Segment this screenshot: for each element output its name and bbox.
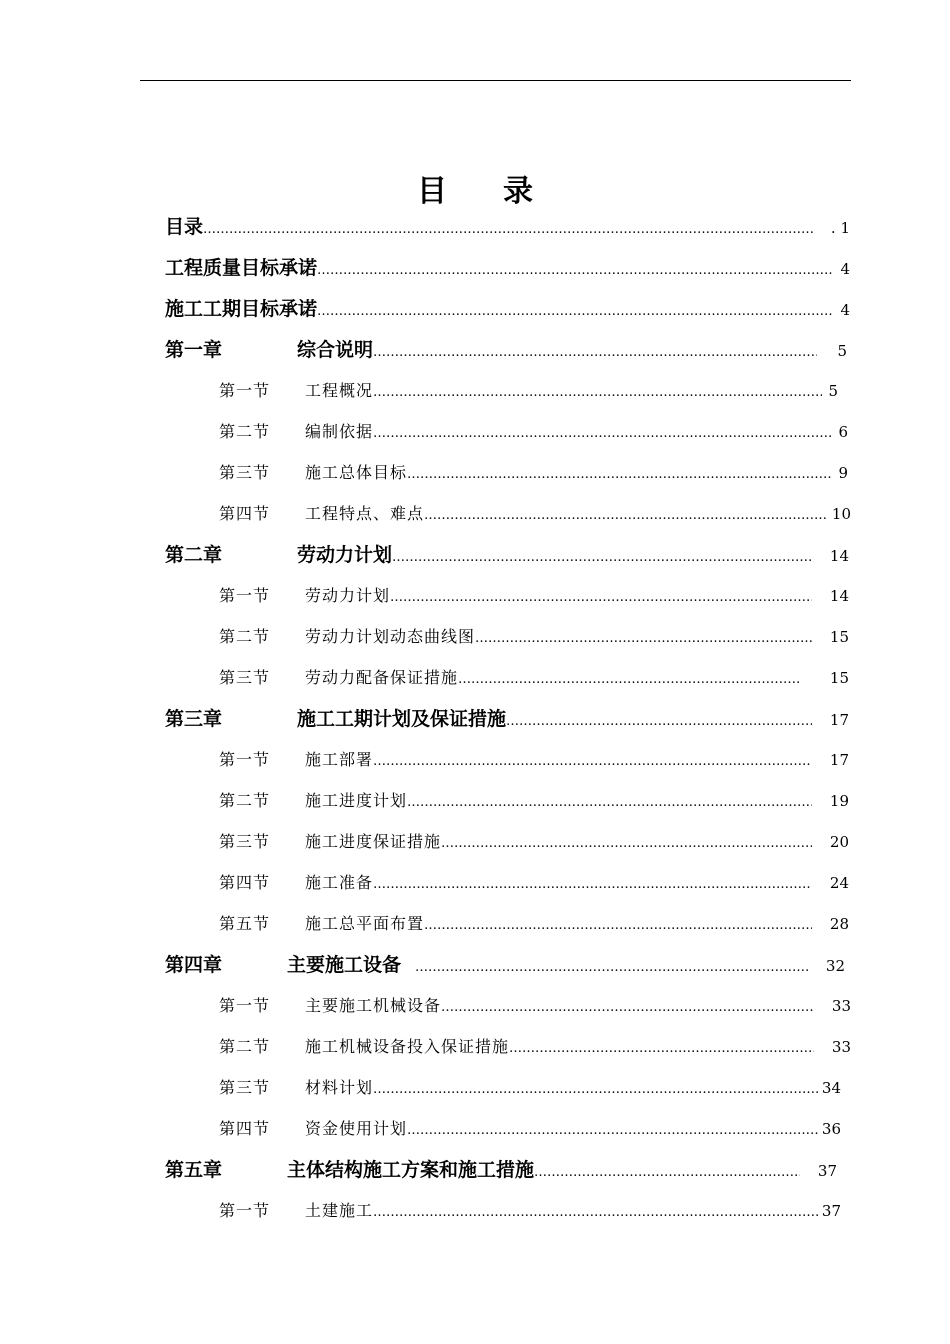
toc-section-page: 28 [829, 915, 849, 933]
toc-entry[interactable] [165, 213, 850, 241]
toc-section-label: 劳动力计划 [305, 586, 391, 605]
toc-leader-dots [317, 298, 834, 323]
toc-leader-dots [373, 379, 822, 405]
toc-section-number: 第二节 [219, 627, 271, 646]
toc-section-page: 10 [831, 505, 851, 523]
toc-chapter[interactable] [165, 541, 849, 569]
toc-section-number: 第三节 [219, 1078, 271, 1097]
toc-chapter-label: 主要施工设备 [287, 954, 402, 976]
toc-entry-page: 4 [840, 260, 850, 278]
toc-leader-dots [373, 339, 817, 364]
toc-section-page: 14 [829, 587, 849, 605]
toc-chapter-page: 37 [817, 1162, 837, 1180]
toc-section[interactable] [219, 1074, 841, 1102]
toc-section-number: 第三节 [219, 463, 271, 482]
toc-chapter-label: 综合说明 [297, 339, 374, 361]
toc-section-label: 施工总体目标 [305, 463, 408, 482]
toc-section-page: 34 [821, 1079, 841, 1097]
toc-section-number: 第一节 [219, 750, 271, 769]
toc-leader-dots [458, 666, 800, 692]
toc-chapter-page: 32 [825, 957, 845, 975]
toc-chapter[interactable] [165, 336, 847, 364]
toc-section[interactable] [219, 582, 849, 610]
toc-leader-dots [506, 708, 812, 733]
toc-section[interactable] [219, 377, 838, 405]
toc-section-page: 37 [821, 1202, 841, 1220]
toc-section-label: 施工机械设备投入保证措施 [305, 1037, 510, 1056]
toc-leader-dots [373, 871, 812, 897]
toc-section[interactable] [219, 1115, 841, 1143]
toc-section-page: 24 [829, 874, 849, 892]
toc-section[interactable] [219, 787, 849, 815]
toc-leader-dots [317, 257, 834, 282]
toc-section-label: 施工准备 [305, 873, 374, 892]
header-rule [140, 80, 851, 81]
toc-section-label: 工程概况 [305, 381, 374, 400]
toc-chapter-page: 5 [837, 342, 847, 360]
toc-chapter-number: 第二章 [165, 544, 223, 566]
toc-section[interactable] [219, 623, 849, 651]
toc-chapter-number: 第三章 [165, 708, 223, 730]
toc-section-number: 第一节 [219, 996, 271, 1015]
toc-section[interactable] [219, 992, 851, 1020]
page-title [0, 166, 950, 210]
toc-section-page: 36 [821, 1120, 841, 1138]
toc-section[interactable] [219, 869, 849, 897]
toc-section[interactable] [219, 1033, 851, 1061]
toc-section-label: 编制依据 [305, 422, 374, 441]
toc-chapter-number: 第一章 [165, 339, 223, 361]
toc-section-page: 20 [829, 833, 849, 851]
toc-section-page: 19 [829, 792, 849, 810]
toc-section-page: 17 [829, 751, 849, 769]
toc-leader-dots [441, 830, 812, 856]
toc-section-label: 施工总平面布置 [305, 914, 425, 933]
toc-section-label: 土建施工 [305, 1201, 374, 1220]
toc-chapter[interactable] [165, 951, 845, 979]
toc-section-label: 施工进度保证措施 [305, 832, 442, 851]
toc-section[interactable] [219, 746, 849, 774]
toc-section-page: 33 [831, 1038, 851, 1056]
toc-leader-dots [392, 544, 812, 569]
toc-section-number: 第二节 [219, 422, 271, 441]
toc-leader-dots [441, 994, 814, 1020]
toc-leader-dots [390, 584, 812, 610]
toc-section-number: 第三节 [219, 668, 271, 687]
toc-section-page: 5 [828, 382, 838, 400]
toc-leader-dots [415, 954, 808, 979]
toc-section[interactable] [219, 418, 848, 446]
toc-leader-dots [509, 1035, 814, 1061]
toc-chapter-label: 主体结构施工方案和施工措施 [287, 1159, 535, 1181]
toc-section-page: 15 [829, 628, 849, 646]
toc-chapter-label: 施工工期计划及保证措施 [297, 708, 507, 730]
toc-section-number: 第二节 [219, 1037, 271, 1056]
toc-section[interactable] [219, 500, 851, 528]
toc-section-number: 第一节 [219, 586, 271, 605]
toc-section-label: 主要施工机械设备 [305, 996, 442, 1015]
toc-leader-dots [424, 912, 812, 938]
toc-section[interactable] [219, 1197, 841, 1225]
toc-chapter[interactable] [165, 705, 849, 733]
toc-leader-dots [407, 461, 832, 487]
toc-leader-dots [373, 420, 832, 446]
toc-leader-dots [373, 1199, 818, 1225]
toc-entry[interactable] [165, 295, 850, 323]
toc-chapter-page: 17 [829, 711, 849, 729]
toc-section[interactable] [219, 664, 849, 692]
toc-entry[interactable] [165, 254, 850, 282]
toc-section-label: 劳动力配备保证措施 [305, 668, 459, 687]
page-title-char-2: 录 [503, 174, 533, 209]
toc-section-number: 第四节 [219, 873, 271, 892]
toc-entry-label: 施工工期目标承诺 [165, 298, 318, 320]
toc-leader-dots [534, 1159, 800, 1184]
toc-section-label: 施工进度计划 [305, 791, 408, 810]
toc-section-page: 9 [838, 464, 848, 482]
toc-section-label: 施工部署 [305, 750, 374, 769]
toc-entry-label: 工程质量目标承诺 [165, 257, 318, 279]
toc-section-number: 第一节 [219, 1201, 271, 1220]
toc-leader-dots [373, 1076, 818, 1102]
toc-section-label: 材料计划 [305, 1078, 374, 1097]
toc-leader-dots [373, 748, 812, 774]
page-title-char-1: 目 [417, 174, 447, 209]
toc-section-number: 第一节 [219, 381, 271, 400]
toc-section-number: 第二节 [219, 791, 271, 810]
toc-entry-page: . 1 [830, 219, 850, 237]
toc-chapter-label: 劳动力计划 [297, 544, 393, 566]
toc-leader-dots [407, 789, 812, 815]
toc-section-label: 资金使用计划 [305, 1119, 408, 1138]
toc-section-page: 33 [831, 997, 851, 1015]
toc-leader-dots [407, 1117, 818, 1143]
toc-section-number: 第五节 [219, 914, 271, 933]
toc-leader-dots [475, 625, 812, 651]
toc-chapter-page: 14 [829, 547, 849, 565]
toc-section-number: 第三节 [219, 832, 271, 851]
toc-section-number: 第四节 [219, 1119, 271, 1138]
toc-section-label: 劳动力计划动态曲线图 [305, 627, 476, 646]
toc-entry-page: 4 [840, 301, 850, 319]
toc-section-number: 第四节 [219, 504, 271, 523]
toc-section[interactable] [219, 459, 848, 487]
toc-entry-label: 目录 [165, 216, 204, 238]
toc-section-label: 工程特点、难点 [305, 504, 425, 523]
toc-leader-dots [424, 502, 828, 528]
toc-section[interactable] [219, 910, 849, 938]
toc-chapter-number: 第四章 [165, 954, 223, 976]
toc-section-page: 6 [838, 423, 848, 441]
toc-leader-dots [203, 216, 813, 241]
toc-section-page: 15 [829, 669, 849, 687]
toc-chapter-number: 第五章 [165, 1159, 223, 1181]
toc-section[interactable] [219, 828, 849, 856]
toc-chapter[interactable] [165, 1156, 837, 1184]
